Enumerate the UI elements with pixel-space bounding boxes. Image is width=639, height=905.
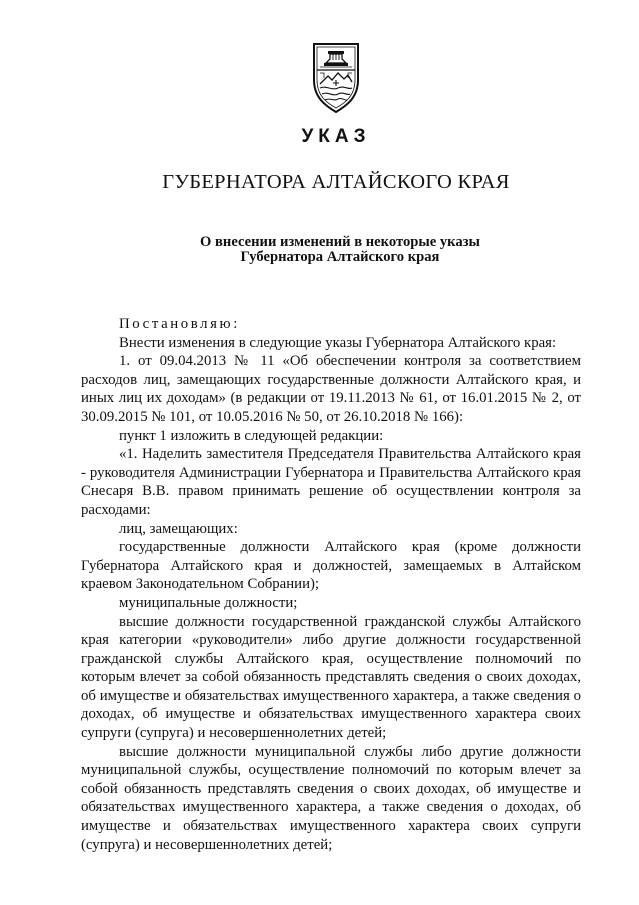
decree-word: Постановляю: (119, 316, 240, 332)
paragraph-state-civil-service: высшие должности государственной гражданской службы Алтайского края категории «руководители» либо другие должности государственной гражданской службы Алтайского края, осуществление полномочий по которым влечет за собой обязанность представлять сведения о своих доходах, об имуществе и обязательствах имущественного характера, а также сведения о доходах, об имуществе и обязательствах имущественного характера своих супруги (супруга) и несовершеннолетних детей; (81, 613, 581, 742)
subject-line-2: Губернатора Алтайского края (240, 249, 440, 265)
paragraph-municipal-positions: муниципальные должности; (119, 594, 298, 611)
paragraph-state-positions: государственные должности Алтайского края (кроме должности Губернатора Алтайского края и должностей, замещаемых в Алтайском краевом Законодательном Собрании); (81, 539, 581, 593)
paragraph-municipal-service: высшие должности муниципальной службы либо другие должности муниципальной службы, осуществление полномочий по которым влечет за собой обязанность представлять сведения о своих доходах, об имуществе и обязательствах имущественного характера, а также сведения о доходах, об имуществе и обязательствах имущественного характера своих супруги (супруга) и несовершеннолетних детей; (81, 743, 581, 853)
paragraph-item-1: 1. от 09.04.2013 № 11 «Об обеспечении контроля за соответствием расходов лиц, замещающих государственные должности Алтайского края, и иных лиц их доходам» (в редакции от 19.11.2013 № 61, от 16.01.2015 № 2, от 30.09.2015 № 101, от 10.05.2016 № 50, от 26.10.2018 № 166): (81, 353, 581, 425)
coat-of-arms-icon (306, 40, 366, 114)
document-body (81, 315, 581, 854)
paragraph-persons: лиц, замещающих: (119, 520, 238, 537)
paragraph-quote-start: «1. Наделить заместителя Председателя Правительства Алтайского края - руководителя Администрации Губернатора и Правительства Алтайского края Снесаря В.В. правом принимать решение об осуществлении контроля за расходами: (81, 446, 581, 518)
document-type-title: УКАЗ (301, 126, 371, 147)
issuer-title: ГУБЕРНАТОРА АЛТАЙСКОГО КРАЯ (162, 171, 510, 193)
document-subject (150, 235, 530, 265)
subject-line-1: О внесении изменений в некоторые указы (200, 234, 480, 250)
paragraph-point-1: пункт 1 изложить в следующей редакции: (119, 427, 384, 444)
paragraph-intro: Внести изменения в следующие указы Губернатора Алтайского края: (119, 334, 557, 351)
